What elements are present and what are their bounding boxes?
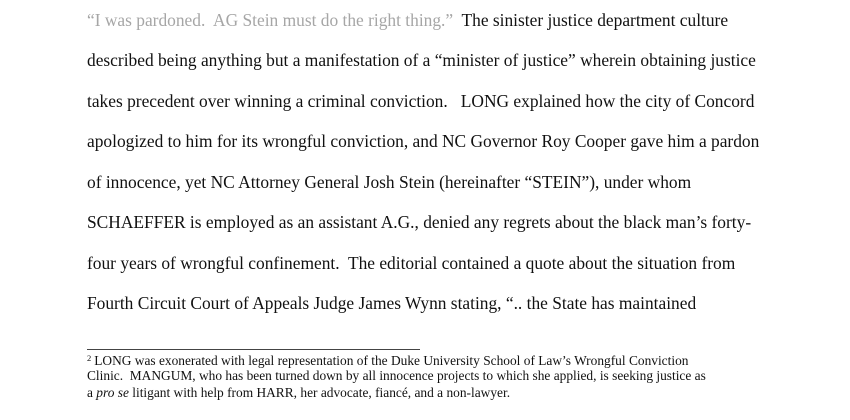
body-line-2: described being anything but a manifestation of a “minister of justice” wherein obtaining justice bbox=[87, 50, 756, 70]
body-line-3: takes precedent over winning a criminal conviction. LONG explained how the city of Concord bbox=[87, 91, 755, 111]
body-line-8: Fourth Circuit Court of Appeals Judge James Wynn stating, “.. the State has maintained bbox=[87, 293, 697, 313]
body-line-5: of innocence, yet NC Attorney General Josh Stein (hereinafter “STEIN”), under whom bbox=[87, 172, 692, 192]
pro-se-term: pro se bbox=[96, 385, 129, 400]
footnote-line-2: Clinic. MANGUM, who has been turned down by all innocence projects to which she applied, is seeking justice as bbox=[87, 368, 706, 383]
pardon-quote: “I was pardoned. AG Stein must do the right thing.” bbox=[87, 10, 454, 30]
footnote-text-1: LONG was exonerated with legal representation of the Duke University School of Law’s Wrongful Conviction bbox=[94, 353, 689, 368]
footnote-line-3 bbox=[87, 384, 777, 401]
footnote-number: 2 bbox=[87, 353, 92, 363]
body-line-1-text: The sinister justice department culture bbox=[453, 10, 729, 30]
footnote-text-3b: litigant with help from HARR, her advocate, fiancé, and a non-lawyer. bbox=[128, 385, 511, 400]
footnote-line-1 bbox=[87, 350, 777, 367]
body-line-6: SCHAEFFER is employed as an assistant A.G., denied any regrets about the black man’s forty- bbox=[87, 212, 752, 232]
footnote-text-3a: a bbox=[87, 385, 97, 400]
body-line-1 bbox=[87, 0, 728, 40]
body-line-7: four years of wrongful confinement. The editorial contained a quote about the situation from bbox=[87, 253, 736, 273]
footnote bbox=[87, 350, 777, 401]
body-line-4: apologized to him for its wrongful conviction, and NC Governor Roy Cooper gave him a pardon bbox=[87, 131, 760, 151]
